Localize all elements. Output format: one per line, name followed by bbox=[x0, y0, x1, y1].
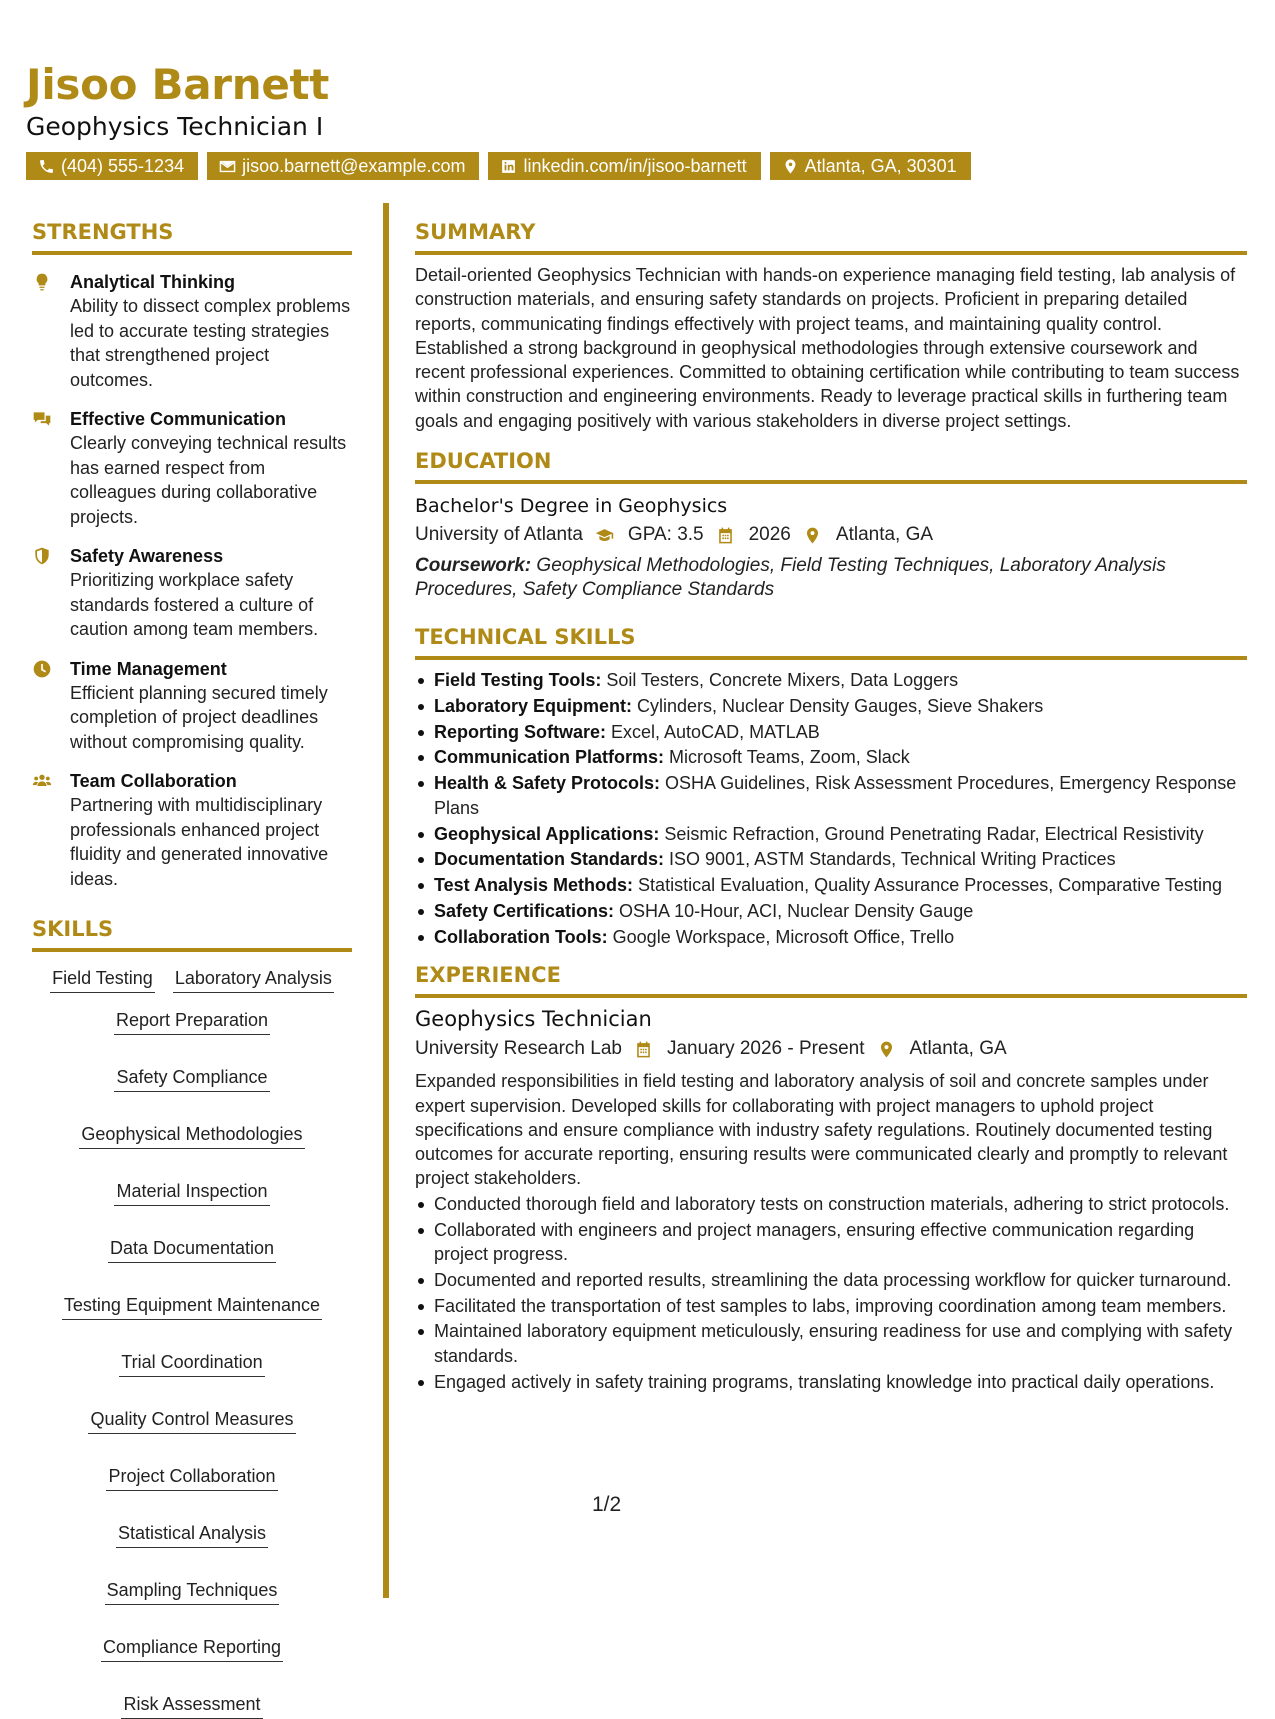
list-item: Maintained laboratory equipment meticulously, ensuring readiness for use and complying with safety standards. bbox=[415, 1319, 1247, 1368]
skill-tag: Safety Compliance bbox=[114, 1065, 269, 1092]
strength-title: Team Collaboration bbox=[70, 771, 237, 791]
coursework-list: Geophysical Methodologies, Field Testing Techniques, Laboratory Analysis Procedures, Safety Compliance Standards bbox=[415, 555, 1166, 601]
skills-list bbox=[32, 966, 352, 1719]
list-item bbox=[415, 745, 1247, 770]
strength-item bbox=[32, 270, 352, 392]
skill-tag: Compliance Reporting bbox=[101, 1635, 283, 1662]
contact-phone-text: (404) 555-1234 bbox=[61, 155, 185, 176]
page-number: 1/2 bbox=[592, 1493, 622, 1516]
strength-item bbox=[32, 657, 352, 755]
contact-location bbox=[770, 152, 971, 180]
education-rule bbox=[415, 480, 1247, 484]
job-meta bbox=[415, 1035, 1247, 1063]
users-icon bbox=[32, 771, 52, 791]
strength-desc: Partnering with multidisciplinary professionals enhanced project fluidity and generated innovative ideas. bbox=[70, 795, 329, 889]
job-description: Expanded responsibilities in field testing and laboratory analysis of soil and concrete samples under expert supervision. Developed skills for collaborating with project managers to uphold project specifications and ensure compliance with industry safety regulations. Routinely documented testing outcomes for accurate reporting, ensuring results were communicated clearly and promptly to relevant project stakeholders. bbox=[415, 1071, 1228, 1189]
technical-skills-rule bbox=[415, 656, 1247, 660]
list-item bbox=[415, 694, 1247, 719]
envelope-icon bbox=[219, 158, 236, 175]
resume-header bbox=[26, 60, 1246, 180]
contact-bar bbox=[26, 152, 1246, 180]
summary-rule bbox=[415, 251, 1247, 255]
contact-location-text: Atlanta, GA, 30301 bbox=[804, 155, 957, 176]
list-item bbox=[415, 720, 1247, 745]
skill-tag: Field Testing bbox=[50, 966, 155, 993]
map-pin-icon bbox=[782, 158, 799, 175]
list-item: Conducted thorough field and laboratory tests on construction materials, adhering to strict protocols. bbox=[415, 1192, 1247, 1217]
summary-text: Detail-oriented Geophysics Technician with hands-on experience managing field testing, lab analysis of construction materials, and ensuring safety standards on projects. Proficient in preparing detailed reports, communicating findings effectively with project teams, and maintaining quality control. Established a strong background in geophysical methodologies through extensive coursework and recent professional experiences. Committed to obtaining certification while contributing to team success within construction and engineering environments. Ready to leverage practical skills in furthering team goals and engaging positively with various stakeholders in diverse project settings. bbox=[415, 265, 1240, 431]
skill-values: Cylinders, Nuclear Density Gauges, Sieve Shakers bbox=[632, 695, 1044, 716]
education-heading: EDUCATION bbox=[415, 449, 552, 474]
skills-heading: SKILLS bbox=[32, 917, 114, 941]
calendar-icon bbox=[634, 1040, 653, 1059]
strength-title: Analytical Thinking bbox=[70, 272, 236, 292]
contact-email[interactable] bbox=[207, 152, 479, 180]
skill-category: Test Analysis Methods: bbox=[434, 875, 634, 896]
skill-tag: Project Collaboration bbox=[106, 1464, 277, 1491]
contact-email-text: jisoo.barnett@example.com bbox=[242, 155, 466, 176]
candidate-title: Geophysics Technician I bbox=[26, 112, 324, 141]
strength-item bbox=[32, 544, 352, 642]
skill-tag: Geophysical Methodologies bbox=[79, 1122, 304, 1149]
left-column bbox=[32, 218, 352, 1719]
strength-title: Safety Awareness bbox=[70, 546, 224, 566]
skill-values: OSHA 10-Hour, ACI, Nuclear Density Gauge bbox=[614, 900, 974, 921]
coursework bbox=[415, 554, 1247, 602]
skill-tag: Material Inspection bbox=[114, 1179, 269, 1206]
skill-values: Seismic Refraction, Ground Penetrating Radar, Electrical Resistivity bbox=[659, 823, 1204, 844]
strengths-rule bbox=[32, 251, 352, 255]
skill-category: Reporting Software: bbox=[434, 721, 607, 742]
skill-category: Collaboration Tools: bbox=[434, 926, 608, 947]
gpa: GPA: 3.5 bbox=[627, 524, 704, 546]
skill-tag: Report Preparation bbox=[114, 1008, 270, 1035]
list-item bbox=[415, 847, 1247, 872]
strength-desc: Prioritizing workplace safety standards fostered a culture of caution among team members. bbox=[70, 570, 319, 639]
strength-item bbox=[32, 769, 352, 891]
job-bullets bbox=[415, 1192, 1247, 1394]
skill-category: Field Testing Tools: bbox=[434, 670, 602, 691]
phone-icon bbox=[38, 158, 55, 175]
map-pin-icon bbox=[877, 1040, 896, 1059]
graduation-year: 2026 bbox=[748, 524, 791, 546]
school-name: University of Atlanta bbox=[415, 524, 583, 546]
skill-tag: Testing Equipment Maintenance bbox=[62, 1293, 322, 1320]
calendar-icon bbox=[716, 526, 735, 545]
contact-linkedin-text: linkedin.com/in/jisoo-barnett bbox=[523, 155, 747, 176]
technical-skills-list bbox=[415, 668, 1247, 949]
list-item: Documented and reported results, streamlining the data processing workflow for quicker turnaround. bbox=[415, 1268, 1247, 1293]
list-item bbox=[415, 873, 1247, 898]
linkedin-icon bbox=[500, 158, 517, 175]
list-item bbox=[415, 925, 1247, 950]
employer: University Research Lab bbox=[415, 1038, 622, 1060]
list-item bbox=[415, 668, 1247, 693]
skill-values: ISO 9001, ASTM Standards, Technical Writing Practices bbox=[664, 849, 1116, 870]
contact-linkedin[interactable] bbox=[488, 152, 760, 180]
strength-desc: Clearly conveying technical results has earned respect from colleagues during collaborative projects. bbox=[70, 433, 347, 527]
skill-tag: Statistical Analysis bbox=[116, 1521, 268, 1548]
candidate-name: Jisoo Barnett bbox=[26, 60, 330, 109]
strength-desc: Ability to dissect complex problems led to accurate testing strategies that strengthened project outcomes. bbox=[70, 296, 351, 390]
list-item bbox=[415, 822, 1247, 847]
skill-values: Microsoft Teams, Zoom, Slack bbox=[664, 747, 910, 768]
skill-values: Statistical Evaluation, Quality Assurance Processes, Comparative Testing bbox=[633, 875, 1222, 896]
list-item bbox=[415, 899, 1247, 924]
skill-values: Soil Testers, Concrete Mixers, Data Loggers bbox=[601, 670, 959, 691]
skill-tag: Trial Coordination bbox=[119, 1350, 264, 1377]
skill-values: OSHA Guidelines, Risk Assessment Procedures, Emergency Response Plans bbox=[434, 773, 1237, 818]
strength-desc: Efficient planning secured timely completion of project deadlines without compromising quality. bbox=[70, 682, 328, 752]
clock-icon bbox=[32, 659, 52, 679]
list-item: Collaborated with engineers and project managers, ensuring effective communication regarding project progress. bbox=[415, 1218, 1247, 1267]
skills-rule bbox=[32, 948, 352, 952]
strength-title: Effective Communication bbox=[70, 409, 287, 429]
chat-bubbles-icon bbox=[32, 409, 52, 429]
education-meta bbox=[415, 521, 1247, 549]
skill-category: Laboratory Equipment: bbox=[434, 695, 633, 716]
skill-tag: Laboratory Analysis bbox=[173, 966, 334, 993]
skill-category: Geophysical Applications: bbox=[434, 823, 660, 844]
graduation-cap-icon bbox=[595, 526, 614, 545]
strength-title: Time Management bbox=[70, 658, 227, 679]
shield-icon bbox=[32, 546, 52, 566]
summary-heading: SUMMARY bbox=[415, 220, 536, 244]
skill-category: Documentation Standards: bbox=[434, 849, 665, 870]
job-location: Atlanta, GA bbox=[909, 1038, 1007, 1060]
skill-category: Health & Safety Protocols: bbox=[434, 773, 661, 794]
skill-category: Safety Certifications: bbox=[434, 900, 615, 921]
degree-title: Bachelor's Degree in Geophysics bbox=[415, 495, 728, 518]
map-pin-icon bbox=[803, 526, 822, 545]
skill-tag: Risk Assessment bbox=[121, 1692, 262, 1719]
list-item: Facilitated the transportation of test samples to labs, improving coordination among team members. bbox=[415, 1294, 1247, 1319]
technical-skills-heading: TECHNICAL SKILLS bbox=[415, 625, 636, 650]
lightbulb-icon bbox=[32, 272, 52, 292]
list-item: Engaged actively in safety training programs, translating knowledge into practical daily operations. bbox=[415, 1370, 1247, 1395]
skill-values: Google Workspace, Microsoft Office, Trello bbox=[607, 926, 955, 947]
right-column bbox=[415, 218, 1247, 1396]
skill-tag: Data Documentation bbox=[108, 1236, 276, 1263]
strength-item bbox=[32, 407, 352, 529]
job-dates: January 2026 - Present bbox=[666, 1038, 865, 1060]
skill-tag: Sampling Techniques bbox=[105, 1578, 280, 1605]
skill-category: Communication Platforms: bbox=[434, 747, 665, 768]
strengths-heading: STRENGTHS bbox=[32, 220, 174, 244]
coursework-label: Coursework: bbox=[415, 555, 532, 577]
list-item bbox=[415, 771, 1247, 820]
column-divider bbox=[383, 203, 389, 1598]
experience-rule bbox=[415, 994, 1247, 998]
contact-phone[interactable] bbox=[26, 152, 198, 180]
experience-heading: EXPERIENCE bbox=[415, 963, 561, 988]
job-title: Geophysics Technician bbox=[415, 1007, 652, 1032]
skill-tag: Quality Control Measures bbox=[88, 1407, 295, 1434]
skill-values: Excel, AutoCAD, MATLAB bbox=[606, 721, 820, 742]
school-location: Atlanta, GA bbox=[835, 524, 934, 546]
